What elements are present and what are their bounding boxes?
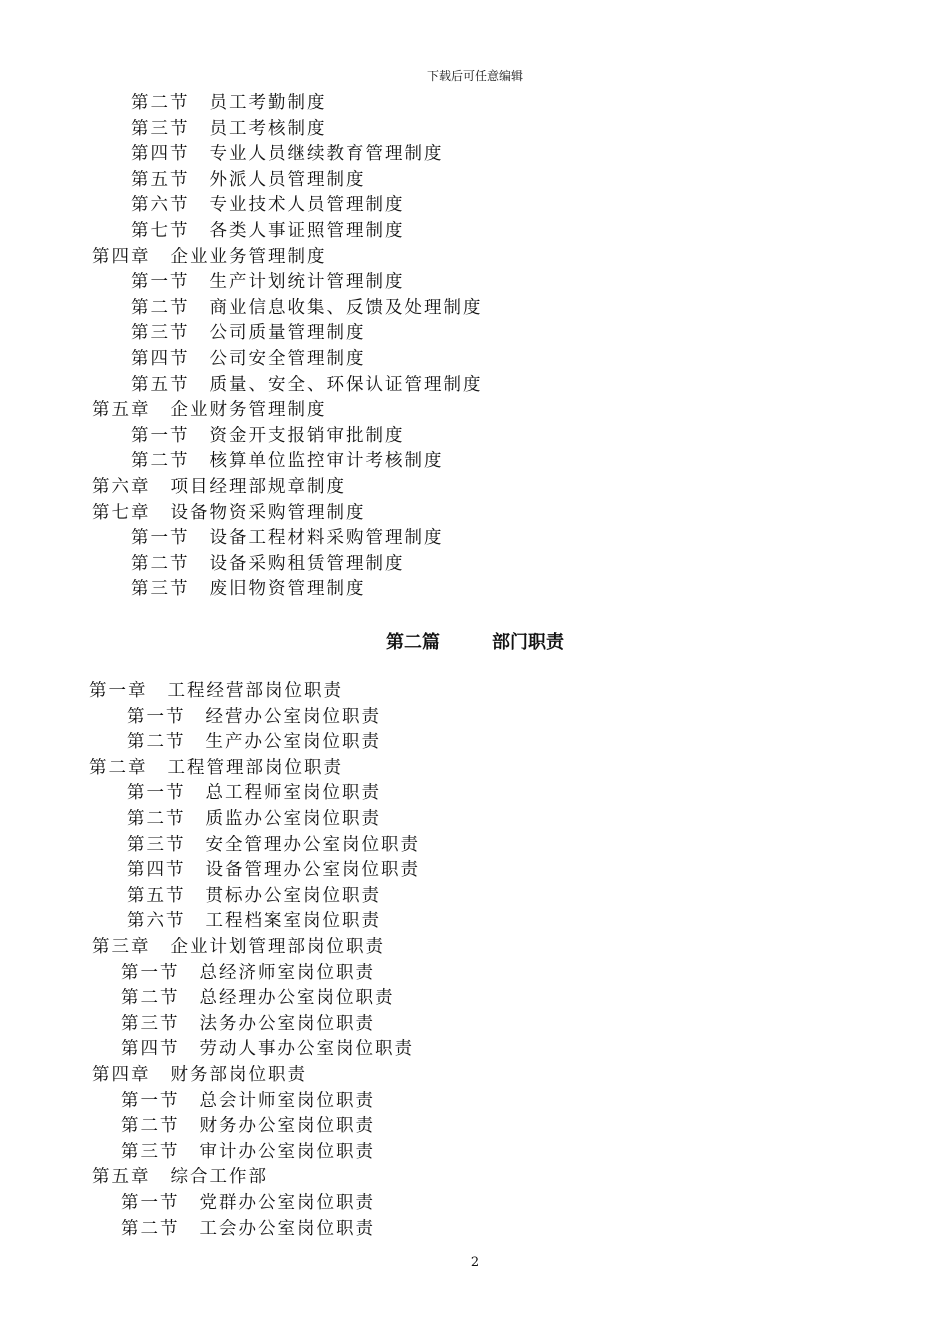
- toc-entry-title: 总会计师室岗位职责: [199, 1090, 375, 1111]
- toc-entry-number: 第一节: [121, 1090, 180, 1111]
- toc-entry-title: 各类人事证照管理制度: [209, 221, 405, 241]
- toc-entry-number: 第五节: [131, 169, 190, 190]
- toc-chapter-entry: [89, 757, 343, 779]
- toc-entry-number: 第三节: [131, 579, 190, 600]
- toc-entry-number: 第三节: [121, 1141, 180, 1162]
- toc-entry-number: 第二节: [127, 732, 186, 753]
- toc-section-entry: [121, 1090, 375, 1112]
- toc-entry-number: 第三节: [131, 118, 190, 139]
- toc-section-entry: [127, 910, 381, 932]
- toc-entry-title: 质监办公室岗位职责: [205, 809, 381, 829]
- toc-section-entry: [131, 450, 444, 472]
- toc-entry-title: 生产计划统计管理制度: [209, 272, 405, 293]
- toc-entry-number: 第三节: [127, 834, 186, 855]
- toc-entry-number: 第一章: [89, 681, 148, 701]
- toc-section-entry: [127, 834, 420, 856]
- toc-entry-number: 第七节: [131, 221, 190, 241]
- toc-entry-number: 第四节: [121, 1039, 180, 1060]
- toc-entry-number: 第一节: [131, 528, 190, 549]
- toc-entry-title: 员工考勤制度: [209, 93, 327, 113]
- toc-entry-title: 质量、安全、环保认证管理制度: [209, 374, 483, 395]
- toc-entry-number: 第二节: [121, 988, 180, 1009]
- page-header-note: 下载后可任意编辑: [426, 69, 523, 83]
- toc-entry-number: 第五章: [92, 400, 151, 421]
- toc-entry-title: 经营办公室岗位职责: [205, 706, 381, 727]
- toc-chapter-entry: [92, 246, 327, 268]
- toc-entry-title: 专业人员继续教育管理制度: [209, 144, 444, 165]
- toc-entry-title: 项目经理部规章制度: [170, 477, 346, 497]
- toc-chapter-entry: [89, 680, 343, 702]
- toc-section-entry: [131, 118, 327, 140]
- toc-section-entry: [127, 706, 381, 728]
- toc-section-entry: [121, 1013, 375, 1035]
- toc-entry-title: 废旧物资管理制度: [209, 579, 366, 600]
- toc-chapter-entry: [92, 399, 327, 421]
- toc-entry-title: 工程管理部岗位职责: [167, 757, 343, 778]
- part-number: 第二篇: [386, 632, 440, 653]
- toc-entry-title: 资金开支报销审批制度: [209, 425, 405, 446]
- toc-entry-title: 企业计划管理部岗位职责: [170, 937, 385, 957]
- toc-entry-number: 第六章: [92, 477, 151, 497]
- toc-section-entry: [121, 987, 395, 1009]
- toc-section-entry: [131, 374, 483, 396]
- toc-section-entry: [131, 194, 405, 216]
- toc-entry-number: 第六节: [127, 911, 186, 932]
- toc-entry-title: 外派人员管理制度: [209, 169, 366, 190]
- toc-section-entry: [131, 92, 327, 114]
- toc-chapter-entry: [92, 1166, 268, 1188]
- toc-entry-title: 商业信息收集、反馈及处理制度: [209, 297, 483, 318]
- toc-entry-title: 审计办公室岗位职责: [199, 1141, 375, 1162]
- toc-section-entry: [127, 808, 381, 830]
- toc-entry-number: 第五章: [92, 1167, 151, 1188]
- toc-chapter-entry: [92, 1064, 307, 1086]
- toc-section-entry: [127, 885, 381, 907]
- toc-entry-number: 第一节: [131, 272, 190, 293]
- toc-section-entry: [131, 297, 483, 319]
- toc-entry-title: 工程经营部岗位职责: [167, 681, 343, 701]
- toc-entry-number: 第七章: [92, 502, 151, 523]
- toc-entry-number: 第二节: [121, 1116, 180, 1137]
- toc-section-entry: [131, 271, 405, 293]
- toc-section-entry: [131, 220, 405, 242]
- toc-entry-number: 第二节: [131, 297, 190, 318]
- toc-entry-number: 第三节: [121, 1013, 180, 1034]
- toc-entry-number: 第二节: [131, 451, 190, 472]
- toc-entry-title: 设备工程材料采购管理制度: [209, 528, 444, 549]
- toc-section-entry: [121, 1192, 375, 1214]
- toc-section-entry: [121, 1218, 375, 1240]
- toc-entry-title: 工程档案室岗位职责: [205, 911, 381, 932]
- toc-entry-number: 第二章: [89, 757, 148, 778]
- toc-entry-title: 公司质量管理制度: [209, 323, 366, 344]
- toc-section-entry: [131, 348, 366, 370]
- toc-section-entry: [121, 1115, 375, 1137]
- toc-section-entry: [131, 322, 366, 344]
- toc-entry-number: 第一节: [127, 706, 186, 727]
- toc-section-entry: [127, 859, 420, 881]
- toc-section-entry: [131, 143, 444, 165]
- toc-entry-title: 公司安全管理制度: [209, 349, 366, 369]
- toc-entry-number: 第五节: [127, 885, 186, 906]
- toc-chapter-entry: [92, 502, 366, 524]
- toc-entry-title: 工会办公室岗位职责: [199, 1218, 375, 1239]
- toc-entry-title: 财务办公室岗位职责: [199, 1116, 375, 1137]
- toc-entry-title: 企业业务管理制度: [170, 246, 327, 267]
- toc-entry-number: 第四节: [131, 144, 190, 165]
- toc-section-entry: [131, 527, 444, 549]
- toc-entry-number: 第二节: [127, 809, 186, 829]
- toc-section-entry: [131, 425, 405, 447]
- toc-section-entry: [127, 731, 381, 753]
- toc-chapter-entry: [92, 476, 346, 498]
- toc-entry-title: 综合工作部: [170, 1167, 268, 1188]
- toc-entry-number: 第四章: [92, 246, 151, 267]
- toc-entry-title: 总工程师室岗位职责: [205, 783, 381, 804]
- toc-entry-title: 安全管理办公室岗位职责: [205, 834, 420, 855]
- toc-entry-title: 设备物资采购管理制度: [170, 502, 366, 523]
- toc-entry-title: 总经济师室岗位职责: [199, 962, 375, 983]
- toc-entry-title: 核算单位监控审计考核制度: [209, 451, 444, 472]
- toc-entry-number: 第二节: [121, 1218, 180, 1239]
- toc-entry-number: 第三节: [131, 323, 190, 344]
- toc-entry-title: 企业财务管理制度: [170, 400, 327, 421]
- toc-section-entry: [121, 1038, 414, 1060]
- toc-entry-title: 贯标办公室岗位职责: [205, 885, 381, 906]
- toc-entry-title: 总经理办公室岗位职责: [199, 988, 395, 1009]
- toc-entry-number: 第一节: [121, 1193, 180, 1213]
- toc-entry-title: 设备采购租赁管理制度: [209, 553, 405, 574]
- toc-entry-number: 第一节: [127, 783, 186, 804]
- toc-entry-number: 第六节: [131, 195, 190, 216]
- toc-section-entry: [131, 169, 366, 191]
- toc-section-entry: [127, 782, 381, 804]
- page-number: 2: [470, 1255, 480, 1270]
- toc-entry-title: 生产办公室岗位职责: [205, 732, 381, 753]
- toc-section-entry: [131, 578, 366, 600]
- toc-entry-title: 员工考核制度: [209, 118, 327, 139]
- toc-entry-number: 第二节: [131, 553, 190, 574]
- toc-entry-title: 劳动人事办公室岗位职责: [199, 1039, 414, 1060]
- toc-entry-title: 财务部岗位职责: [170, 1065, 307, 1085]
- part-title: [0, 628, 950, 654]
- toc-entry-number: 第四节: [131, 349, 190, 369]
- toc-entry-number: 第四章: [92, 1065, 151, 1085]
- toc-entry-number: 第一节: [121, 962, 180, 983]
- toc-entry-number: 第一节: [131, 425, 190, 446]
- toc-section-entry: [131, 553, 405, 575]
- toc-entry-number: 第五节: [131, 374, 190, 395]
- toc-entry-number: 第二节: [131, 93, 190, 113]
- toc-entry-title: 法务办公室岗位职责: [199, 1013, 375, 1034]
- toc-entry-title: 设备管理办公室岗位职责: [205, 860, 420, 881]
- toc-entry-number: 第三章: [92, 937, 151, 957]
- toc-entry-title: 党群办公室岗位职责: [199, 1193, 375, 1213]
- toc-entry-title: 专业技术人员管理制度: [209, 195, 405, 216]
- toc-section-entry: [121, 1141, 375, 1163]
- toc-chapter-entry: [92, 936, 385, 958]
- toc-section-entry: [121, 962, 375, 984]
- part-name: 部门职责: [492, 632, 564, 653]
- toc-entry-number: 第四节: [127, 860, 186, 881]
